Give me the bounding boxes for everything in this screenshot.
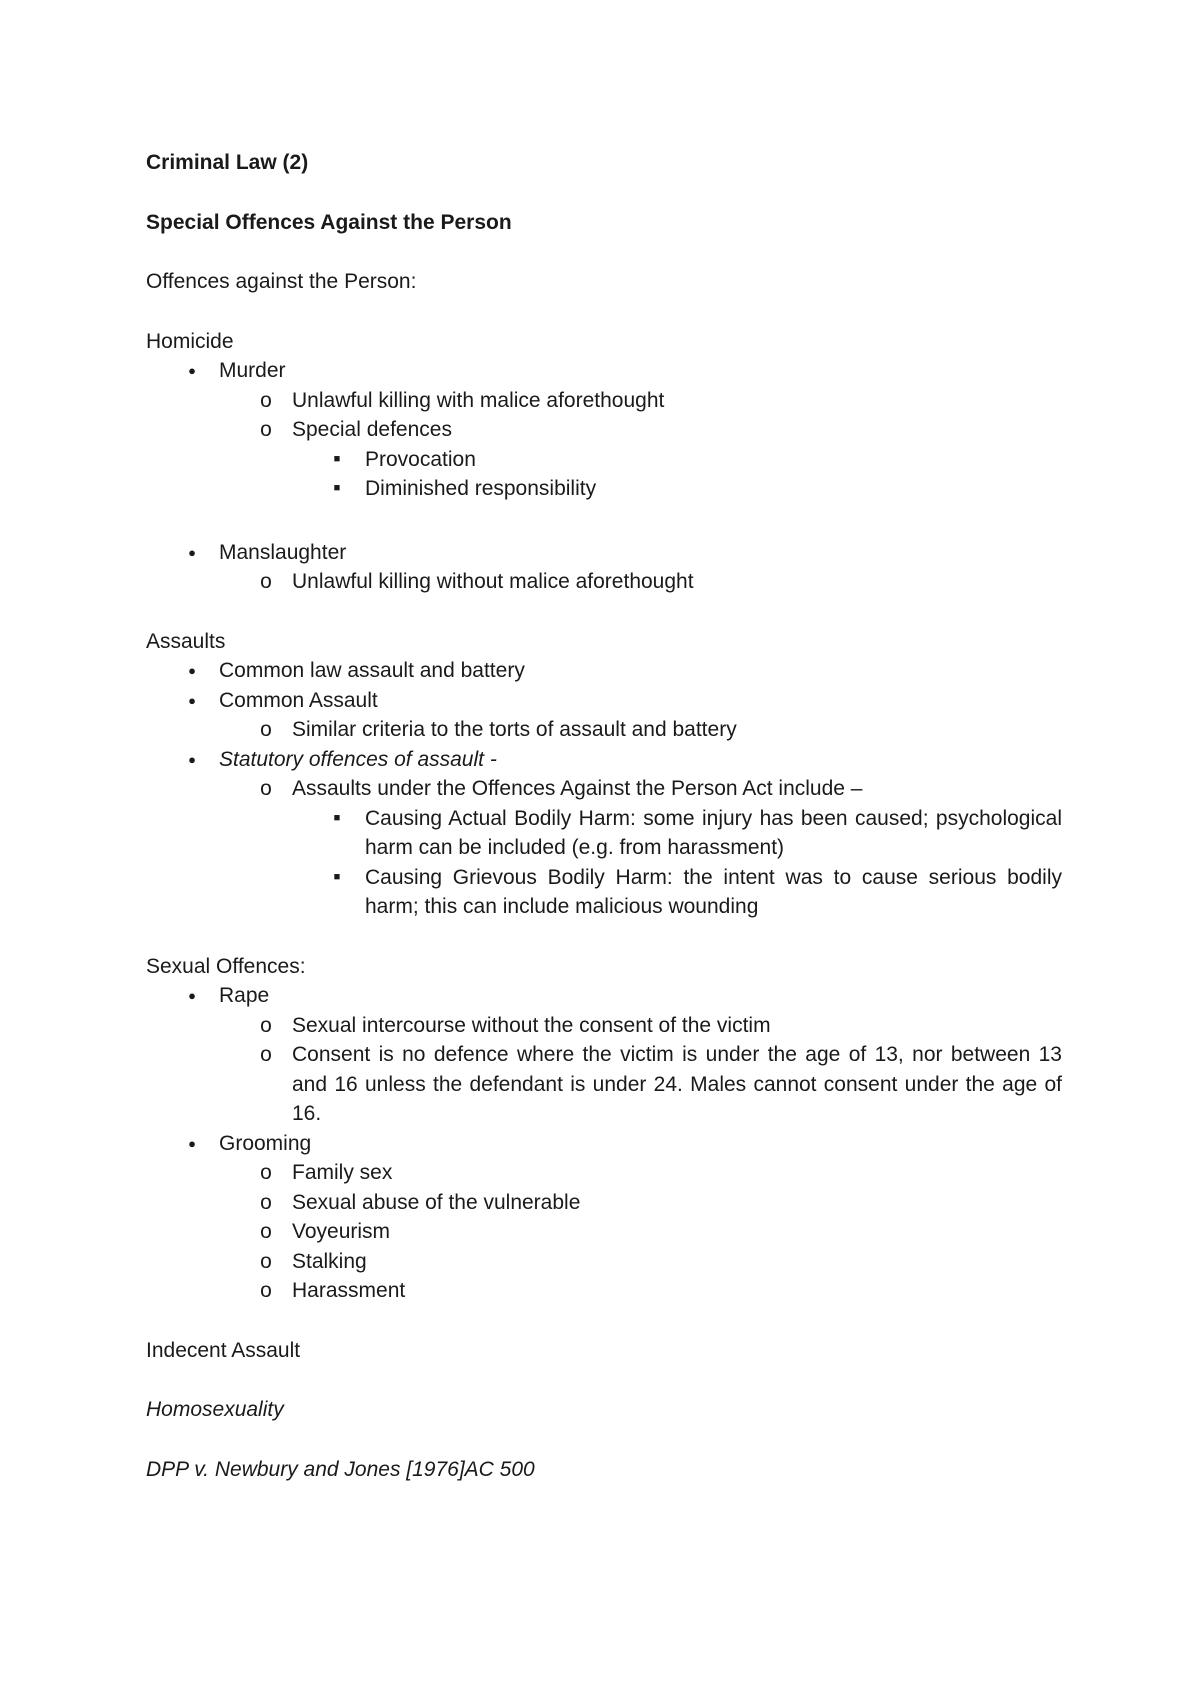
bullet-circle-icon: o (260, 1190, 272, 1214)
list-item: ■ Causing Actual Bodily Harm: some injury has been caused; psychological harm can be included (e.g. from harassment) (146, 804, 1062, 863)
list-item: o Harassment (146, 1276, 1062, 1306)
list-item: o Sexual abuse of the vulnerable (146, 1188, 1062, 1218)
list-item: o Special defences (146, 415, 1062, 445)
list-item: ● Common Assault (146, 686, 1062, 716)
list-item: o Stalking (146, 1247, 1062, 1277)
bullet-dot-icon: ● (188, 751, 196, 767)
intro-text: Offences against the Person: (146, 270, 417, 293)
bullet-dot-icon: ● (188, 692, 196, 708)
bullet-circle-icon: o (260, 777, 272, 800)
bullet-square-icon: ■ (333, 452, 341, 465)
list-item: ● Manslaughter (146, 538, 1062, 568)
bullet-square-icon: ■ (333, 870, 341, 883)
list-item: o Family sex (146, 1158, 1062, 1188)
list-item: o Similar criteria to the torts of assault and battery (146, 715, 1062, 745)
document-body (146, 148, 1062, 1484)
bullet-circle-icon: o (260, 718, 272, 741)
list-item: ■ Diminished responsibility (146, 474, 1062, 504)
list-item: o Voyeurism (146, 1217, 1062, 1247)
list-item: ● Murder (146, 356, 1062, 386)
homicide-heading: Homicide (146, 329, 234, 353)
list-item: ■ Causing Grievous Bodily Harm: the intent was to cause serious bodily harm; this can include malicious wounding (146, 863, 1062, 922)
list-item: ● Statutory offences of assault - (146, 745, 1062, 775)
assaults-heading: Assaults (146, 629, 226, 653)
list-item: ● Grooming (146, 1129, 1062, 1159)
document-title: Criminal Law (2) (146, 151, 309, 174)
list-item: o Consent is no defence where the victim is under the age of 13, nor between 13 and 16 unless the defendant is under 24. Males cannot consent under the age of 16. (146, 1040, 1062, 1129)
list-item: o Assaults under the Offences Against the Person Act include – (146, 774, 1062, 804)
bullet-dot-icon: ● (188, 363, 196, 378)
case-citation: DPP v. Newbury and Jones [1976]AC 500 (146, 1457, 535, 1481)
bullet-dot-icon: ● (188, 988, 196, 1003)
bullet-circle-icon: o (260, 1249, 272, 1273)
list-item: o Unlawful killing with malice aforethought (146, 386, 1062, 416)
indecent-assault-heading: Indecent Assault (146, 1338, 301, 1362)
sexual-offences-heading: Sexual Offences: (146, 954, 306, 978)
bullet-square-icon: ■ (333, 811, 341, 824)
bullet-circle-icon: o (260, 1279, 272, 1302)
homosexuality-heading: Homosexuality (146, 1398, 284, 1421)
list-item: ● Rape (146, 981, 1062, 1011)
bullet-circle-icon: o (260, 570, 272, 593)
document-subtitle: Special Offences Against the Person (146, 210, 512, 234)
bullet-dot-icon: ● (188, 1135, 196, 1151)
bullet-circle-icon: o (260, 1220, 272, 1243)
list-item: ■ Provocation (146, 445, 1062, 475)
bullet-dot-icon: ● (188, 544, 196, 560)
list-item: o Unlawful killing without malice aforethought (146, 567, 1062, 597)
bullet-dot-icon: ● (188, 663, 196, 678)
bullet-circle-icon: o (260, 388, 272, 412)
list-item: o Sexual intercourse without the consent of the victim (146, 1011, 1062, 1041)
bullet-circle-icon: o (260, 418, 272, 441)
bullet-circle-icon: o (260, 1043, 272, 1066)
bullet-square-icon: ■ (333, 482, 341, 494)
bullet-circle-icon: o (260, 1161, 272, 1184)
list-item: ● Common law assault and battery (146, 656, 1062, 686)
bullet-circle-icon: o (260, 1013, 272, 1037)
